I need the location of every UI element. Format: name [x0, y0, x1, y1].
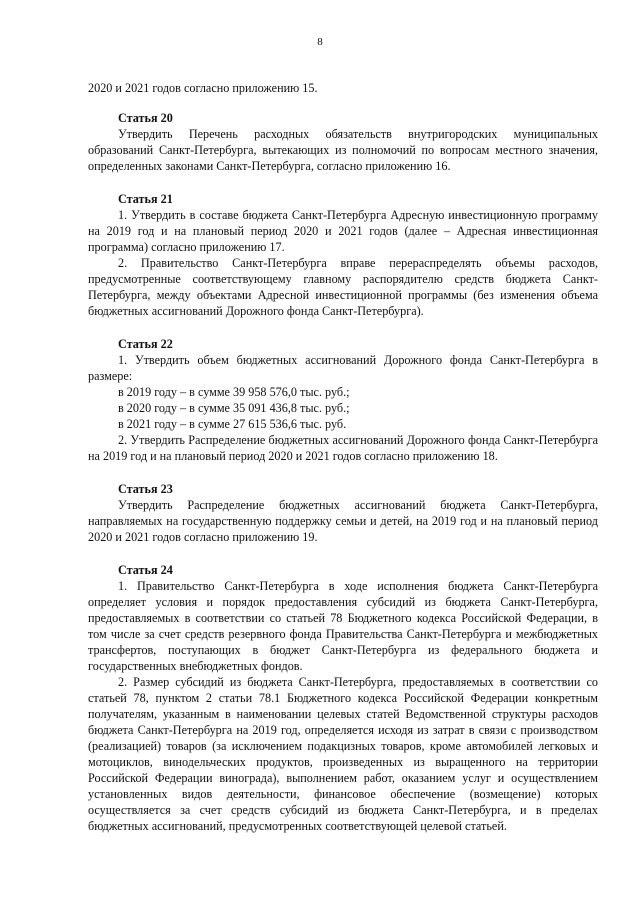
amount-line-2019: в 2019 году – в сумме 39 958 576,0 тыс. руб.; [118, 385, 350, 399]
article-24 [88, 562, 598, 834]
article-paragraph: 2. Правительство Санкт-Петербурга вправе перераспределять объемы расходов, предусмотренные соответствующему главному распорядителю средств бюджета Санкт-Петербурга, между объектами Адресной инвестиционной программы (без изменения объема бюджетных ассигнований Дорожного фонда Санкт-Петербурга). [88, 256, 598, 318]
article-paragraph: Утвердить Перечень расходных обязательств внутригородских муниципальных образований Санкт-Петербурга, вытекающих из полномочий по вопросам местного значения, определенных законами Санкт-Петербурга, согласно приложению 16. [88, 127, 598, 173]
intro-text: 2020 и 2021 годов согласно приложению 15. [88, 81, 318, 95]
page-number: 8 [317, 36, 323, 48]
article-paragraph: 2. Размер субсидий из бюджета Санкт-Петербурга, предоставляемых в соответствии со статьей 78, пунктом 2 статьи 78.1 Бюджетного кодекса Российской Федерации конкретным получателям, указанным в наименовании целевых статей Ведомственной структуры расходов бюджета Санкт-Петербурга на 2019 год, определяется исходя из затрат в связи с производством (реализацией) товаров (за исключением подакцизных товаров, кроме автомобилей легковых и мотоциклов, винодельческих продуктов, произведенных из выращенного на территории Российской Федерации винограда), выполнением работ, оказанием услуг и осуществлением установленных видов деятельности, финансовое обеспечение (возмещение) которых осуществляется за счет средств субсидий из бюджета Санкт-Петербурга, и в пределах бюджетных ассигнований, предусмотренных соответствующей целевой статьей. [88, 675, 598, 833]
article-heading: Статья 24 [118, 563, 173, 577]
article-21 [88, 191, 598, 319]
article-paragraph: 2. Утвердить Распределение бюджетных ассигнований Дорожного фонда Санкт-Петербурга на 2019 год и на плановый период 2020 и 2021 годов согласно приложению 18. [88, 433, 598, 463]
article-22 [88, 336, 598, 464]
amount-line-2021: в 2021 году – в сумме 27 615 536,6 тыс. руб. [118, 417, 347, 431]
article-heading: Статья 21 [118, 192, 173, 206]
article-23 [88, 481, 598, 545]
article-20 [88, 110, 598, 174]
article-paragraph: 1. Правительство Санкт-Петербурга в ходе исполнения бюджета Санкт-Петербурга определяет условия и порядок предоставления субсидий из бюджета Санкт-Петербурга, предоставляемых в соответствии со статьей 78 Бюджетного кодекса Российской Федерации, в том числе за счет средств резервного фонда Правительства Санкт-Петербурга и межбюджетных трансфертов, поступающих в бюджет Санкт-Петербурга из федерального бюджета и государственных внебюджетных фондов. [88, 579, 598, 673]
article-paragraph: 1. Утвердить объем бюджетных ассигнований Дорожного фонда Санкт-Петербурга в размере: [88, 353, 598, 383]
amount-line-2020: в 2020 году – в сумме 35 091 436,8 тыс. руб.; [118, 401, 350, 415]
article-heading: Статья 20 [118, 111, 173, 125]
article-heading: Статья 22 [118, 337, 173, 351]
article-paragraph: 1. Утвердить в составе бюджета Санкт-Петербурга Адресную инвестиционную программу на 2019 год и на плановый период 2020 и 2021 годов (далее – Адресная инвестиционная программа) согласно приложению 17. [88, 208, 598, 254]
article-heading: Статья 23 [118, 482, 173, 496]
article-paragraph: Утвердить Распределение бюджетных ассигнований бюджета Санкт-Петербурга, направляемых на государственную поддержку семьи и детей, на 2019 год и на плановый период 2020 и 2021 годов согласно приложению 19. [88, 498, 598, 544]
document-body [88, 80, 598, 834]
